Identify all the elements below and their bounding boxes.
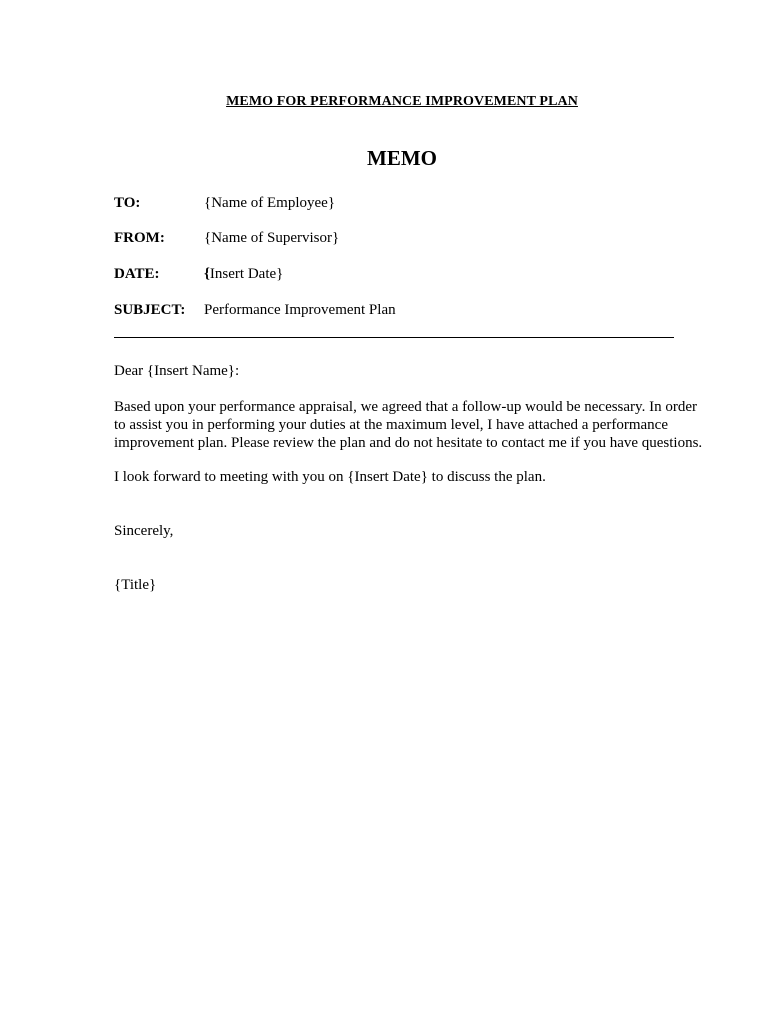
memo-heading: MEMO [367, 146, 437, 170]
date-label: DATE: [114, 266, 160, 282]
salutation: Dear {Insert Name}: [114, 363, 240, 379]
document-title: MEMO FOR PERFORMANCE IMPROVEMENT PLAN [226, 94, 578, 109]
body-paragraph-2: I look forward to meeting with you on {Insert Date} to discuss the plan. [114, 469, 546, 485]
date-value: Insert Date} [209, 266, 284, 282]
body-paragraph-1-line-1: Based upon your performance appraisal, we agreed that a follow-up would be necessary. In order [114, 399, 697, 415]
date-value-wrapper [204, 266, 283, 283]
signature-title: {Title} [114, 577, 157, 593]
body-paragraph-1-line-3: improvement plan. Please review the plan and do not hesitate to contact me if you have questions. [114, 435, 703, 451]
body-paragraph-1-line-2: to assist you in performing your duties at the maximum level, I have attached a performance [114, 417, 668, 433]
from-value: {Name of Supervisor} [204, 230, 340, 246]
date-open-brace: { [204, 266, 210, 282]
header-divider [114, 337, 674, 338]
body-paragraph-1 [114, 398, 704, 452]
subject-label: SUBJECT: [114, 302, 186, 318]
closing: Sincerely, [114, 523, 174, 539]
from-label: FROM: [114, 230, 165, 246]
to-label: TO: [114, 195, 141, 211]
subject-value: Performance Improvement Plan [204, 302, 396, 318]
to-value: {Name of Employee} [204, 195, 336, 211]
